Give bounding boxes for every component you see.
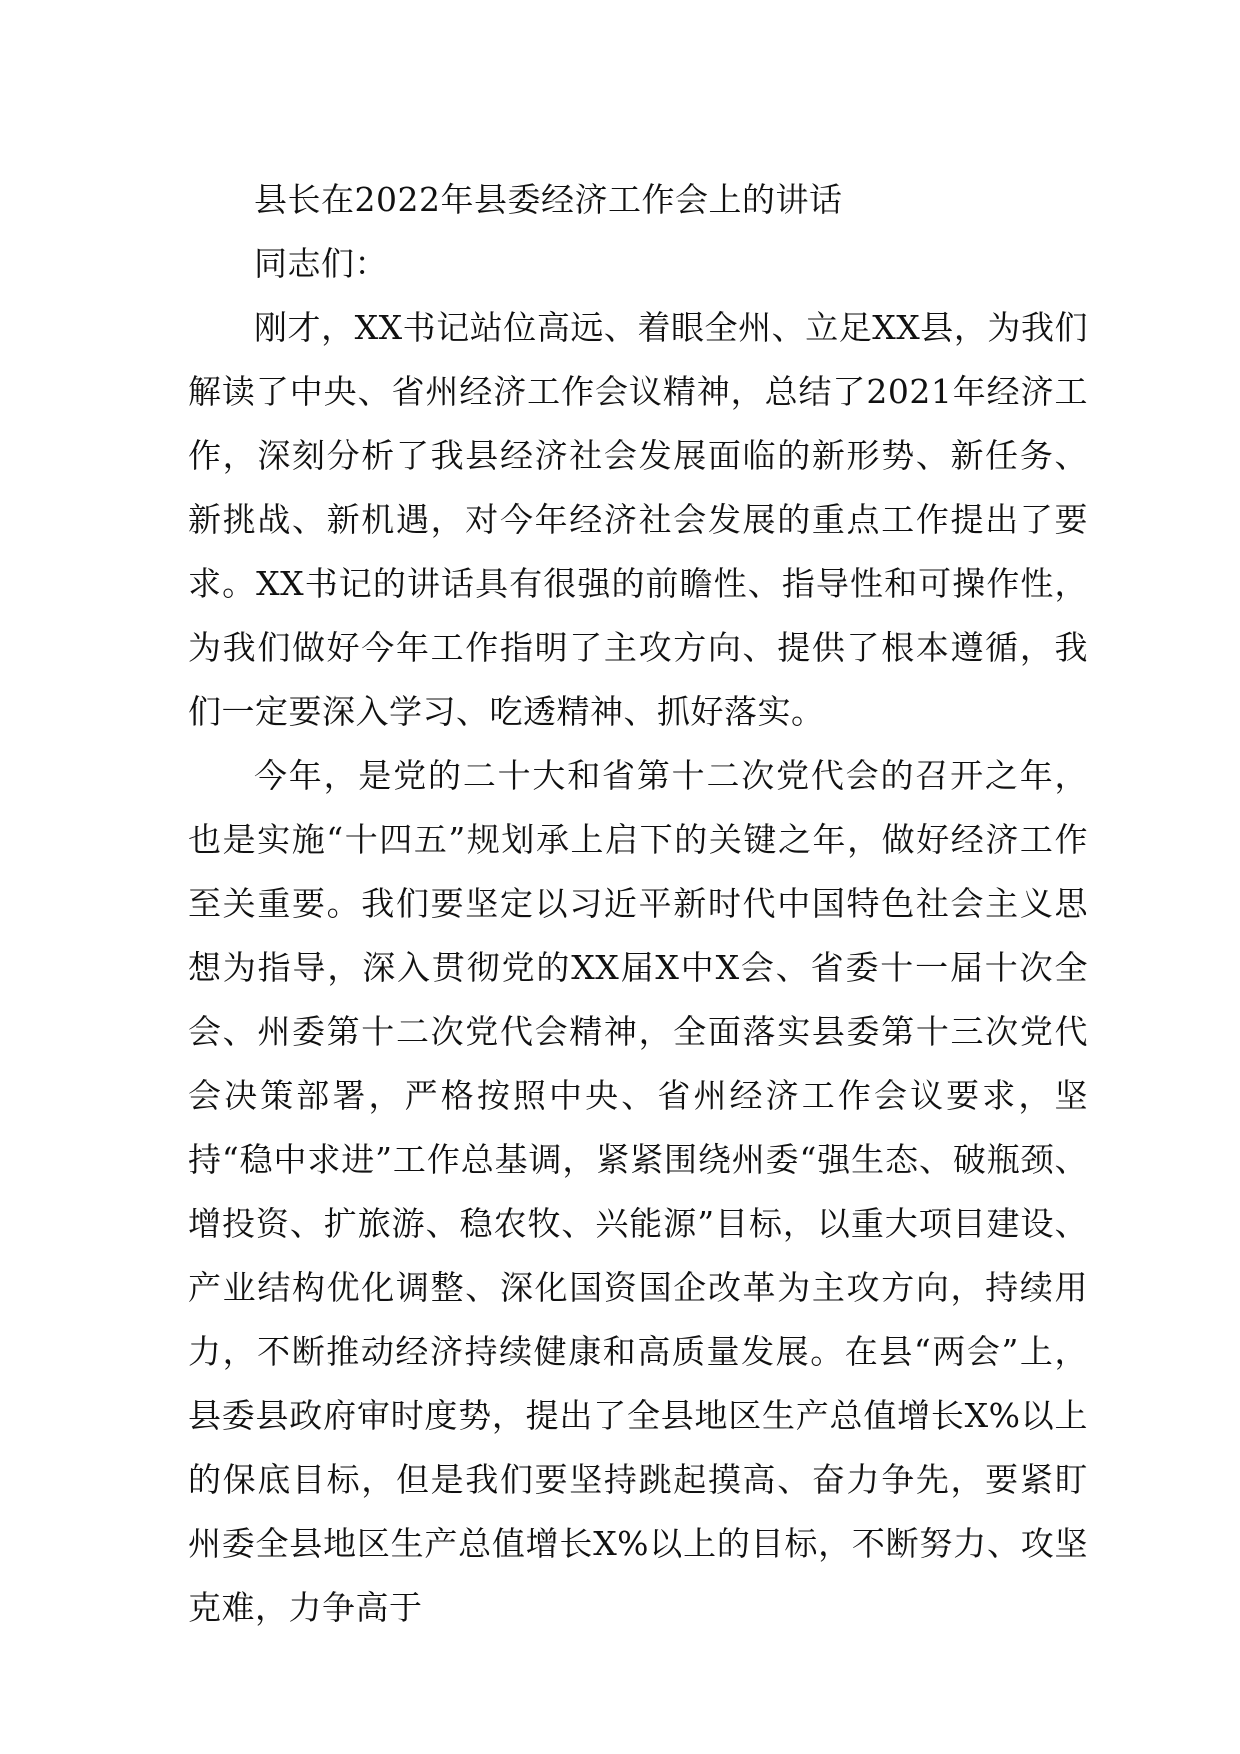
salutation: 同志们： (254, 244, 388, 283)
paragraph-2: 今年，是党的二十大和省第十二次党代会的召开之年，也是实施“十四五”规划承上启下的关键之年，做好经济工作至关重要。我们要坚定以习近平新时代中国特色社会主义思想为指导，深入贯彻党的XX届X中X会、省委十一届十次全会、州委第十二次党代会精神，全面落实县委第十三次党代会决策部署，严格按照中央、省州经济工作会议要求，坚持“稳中求进”工作总基调，紧紧围绕州委“强生态、破瓶颈、增投资、扩旅游、稳农牧、兴能源”目标，以重大项目建设、产业结构优化调整、深化国资国企改革为主攻方向，持续用力，不断推动经济持续健康和高质量发展。在县“两会”上，县委县政府审时度势，提出了全县地区生产总值增长X%以上的保底目标，但是我们要坚持跳起摸高、奋力争先，要紧盯州委全县地区生产总值增长X%以上的目标，不断努力、攻坚克难，力争高于 (188, 756, 1088, 1627)
document-title: 县长在2022年县委经济工作会上的讲话 (254, 180, 843, 219)
document-page (188, 168, 1088, 1640)
paragraph-1: 刚才，XX书记站位高远、着眼全州、立足XX县，为我们解读了中央、省州经济工作会议精神，总结了2021年经济工作，深刻分析了我县经济社会发展面临的新形势、新任务、新挑战、新机遇，对今年经济社会发展的重点工作提出了要求。XX书记的讲话具有很强的前瞻性、指导性和可操作性，为我们做好今年工作指明了主攻方向、提供了根本遵循，我们一定要深入学习、吃透精神、抓好落实。 (188, 308, 1088, 731)
